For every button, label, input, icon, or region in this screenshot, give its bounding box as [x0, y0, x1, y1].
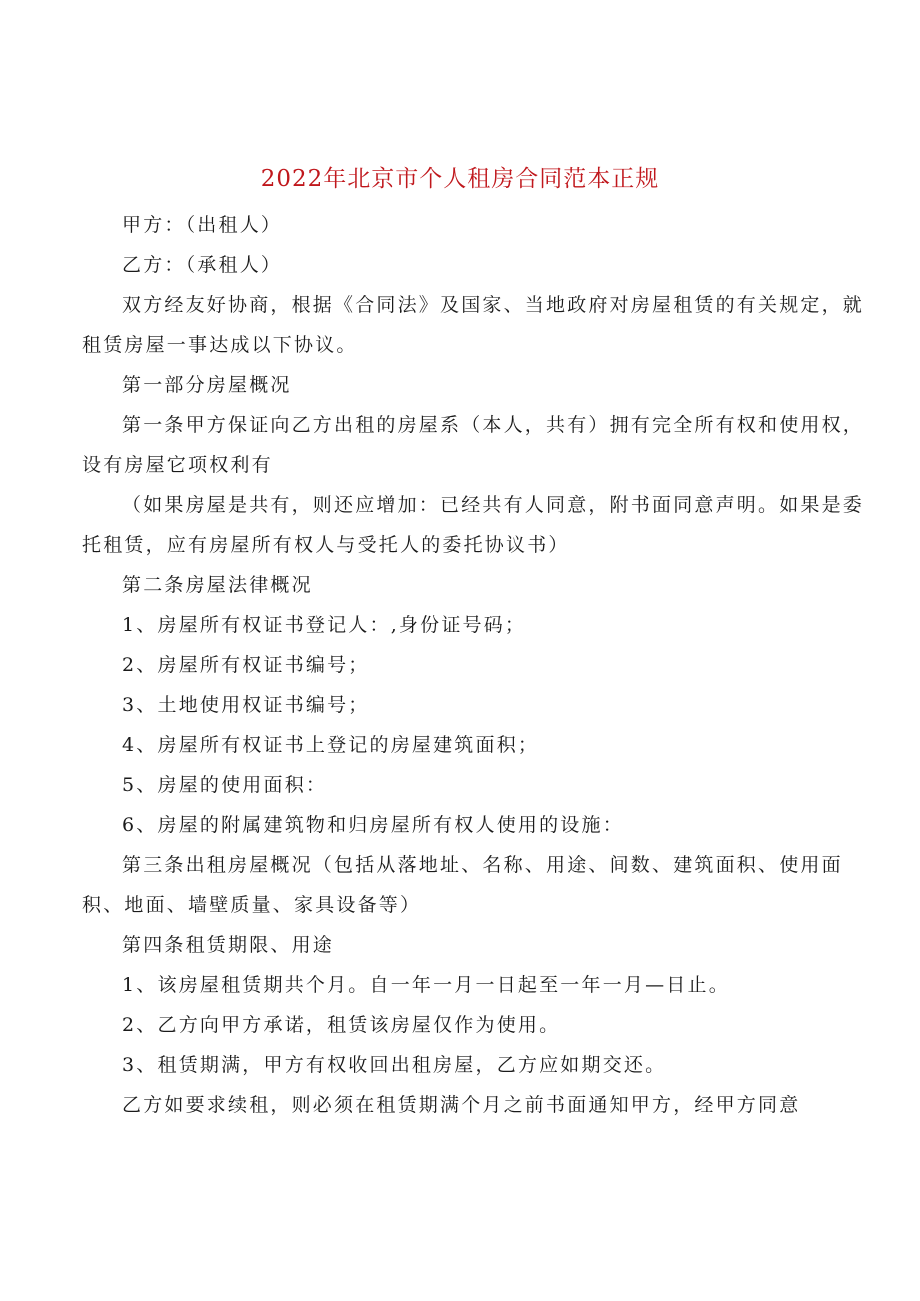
article-2-item-2: 2、房屋所有权证书编号； [122, 654, 370, 676]
preamble-line-2: 租赁房屋一事达成以下协议。 [82, 334, 358, 356]
article-3-line-2: 积、地面、墙壁质量、家具设备等） [82, 894, 422, 916]
article-2-heading: 第二条房屋法律概况 [122, 574, 313, 596]
article-4-item-2: 2、乙方向甲方承诺，租赁该房屋仅作为使用。 [122, 1014, 561, 1036]
article-1-line-2: 设有房屋它项权利有 [82, 454, 273, 476]
article-1-note-line-1: （如果房屋是共有，则还应增加：已经共有人同意，附书面同意声明。如果是委 [122, 494, 865, 516]
article-2-item-3: 3、土地使用权证书编号； [122, 694, 370, 716]
document-title: 2022年北京市个人租房合同范本正规 [260, 166, 660, 192]
section-heading-1: 第一部分房屋概况 [122, 374, 292, 396]
article-3-line-1: 第三条出租房屋概况（包括从落地址、名称、用途、间数、建筑面积、使用面 [122, 854, 843, 876]
article-2-item-4: 4、房屋所有权证书上登记的房屋建筑面积； [122, 734, 540, 756]
renewal-line: 乙方如要求续租，则必须在租赁期满个月之前书面通知甲方，经甲方同意 [122, 1094, 801, 1116]
article-2-item-1: 1、房屋所有权证书登记人：,身份证号码； [122, 614, 527, 636]
article-4-heading: 第四条租赁期限、用途 [122, 934, 335, 956]
document-body [82, 205, 865, 1125]
party-b-line: 乙方：（承租人） [122, 254, 283, 276]
article-2-item-6: 6、房屋的附属建筑物和归房屋所有权人使用的设施： [122, 814, 624, 836]
article-4-item-3: 3、租赁期满，甲方有权收回出租房屋，乙方应如期交还。 [122, 1054, 667, 1076]
party-a-line: 甲方：（出租人） [122, 214, 283, 236]
preamble-line-1: 双方经友好协商，根据《合同法》及国家、当地政府对房屋租赁的有关规定，就 [122, 294, 865, 316]
article-2-item-5: 5、房屋的使用面积： [122, 774, 328, 796]
article-4-item-1: 1、该房屋租赁期共个月。自一年一月一日起至一年一月—日止。 [122, 974, 730, 996]
article-1-line-1: 第一条甲方保证向乙方出租的房屋系（本人，共有）拥有完全所有权和使用权， [122, 414, 865, 436]
article-1-note-line-2: 托租赁，应有房屋所有权人与受托人的委托协议书） [82, 534, 570, 556]
